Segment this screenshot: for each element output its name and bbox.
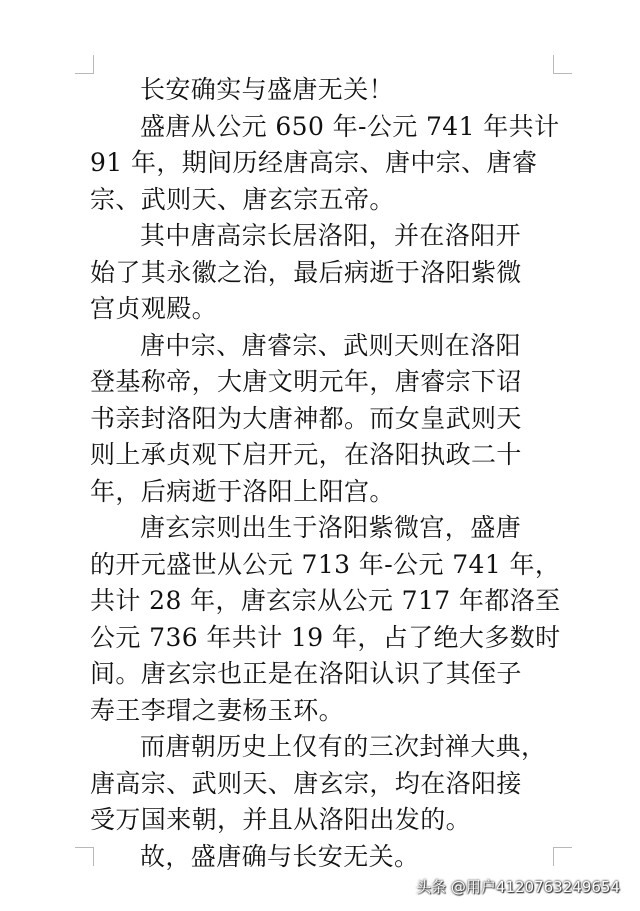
paragraph-line: 其中唐高宗长居洛阳，并在洛阳开	[140, 221, 522, 250]
watermark-label: 头条 @用户4120763249654	[416, 878, 620, 896]
paragraph-line: 盛唐从公元 650 年-公元 741 年共计	[140, 111, 560, 141]
paragraph-line: 间。唐玄宗也正是在洛阳认识了其侄子	[90, 659, 522, 688]
document-title: 长安确实与盛唐无关！	[140, 75, 395, 104]
paragraph-line: 而唐朝历史上仅有的三次封禅大典，	[140, 732, 547, 761]
paragraph-line: 年，后病逝于洛阳上阳宫。	[90, 476, 395, 506]
paragraph-line: 91 年，期间历经唐高宗、唐中宗、唐睿	[90, 148, 538, 177]
paragraph-line: 受万国来朝，并且从洛阳出发的。	[90, 805, 472, 834]
paragraph-line: 寿王李瑁之妻杨玉环。	[90, 695, 345, 725]
paragraph-line: 唐玄宗则出生于洛阳紫微宫，盛唐	[140, 513, 522, 542]
paragraph-line: 书亲封洛阳为大唐神都。而女皇武则天	[90, 403, 522, 433]
paragraph-line: 登基称帝，大唐文明元年，唐睿宗下诏	[90, 367, 522, 396]
paragraph-line: 公元 736 年共计 19 年，占了绝大多数时	[90, 622, 561, 652]
paragraph-line: 则上承贞观下启开元，在洛阳执政二十	[90, 440, 522, 469]
paragraph-line: 宫贞观殿。	[90, 294, 218, 323]
paragraph-line: 始了其永徽之治，最后病逝于洛阳紫微	[90, 257, 522, 287]
paragraph-line: 宗、武则天、唐玄宗五帝。	[90, 184, 395, 214]
paragraph-line: 共计 28 年，唐玄宗从公元 717 年都洛至	[90, 586, 561, 615]
paragraph-line: 的开元盛世从公元 713 年-公元 741 年，	[90, 549, 561, 579]
paragraph-line: 唐中宗、唐睿宗、武则天则在洛阳	[140, 330, 522, 360]
document-body	[90, 72, 560, 875]
paragraph-line: 故，盛唐确与长安无关。	[140, 841, 420, 871]
paragraph-line: 唐高宗、武则天、唐玄宗，均在洛阳接	[90, 768, 522, 798]
